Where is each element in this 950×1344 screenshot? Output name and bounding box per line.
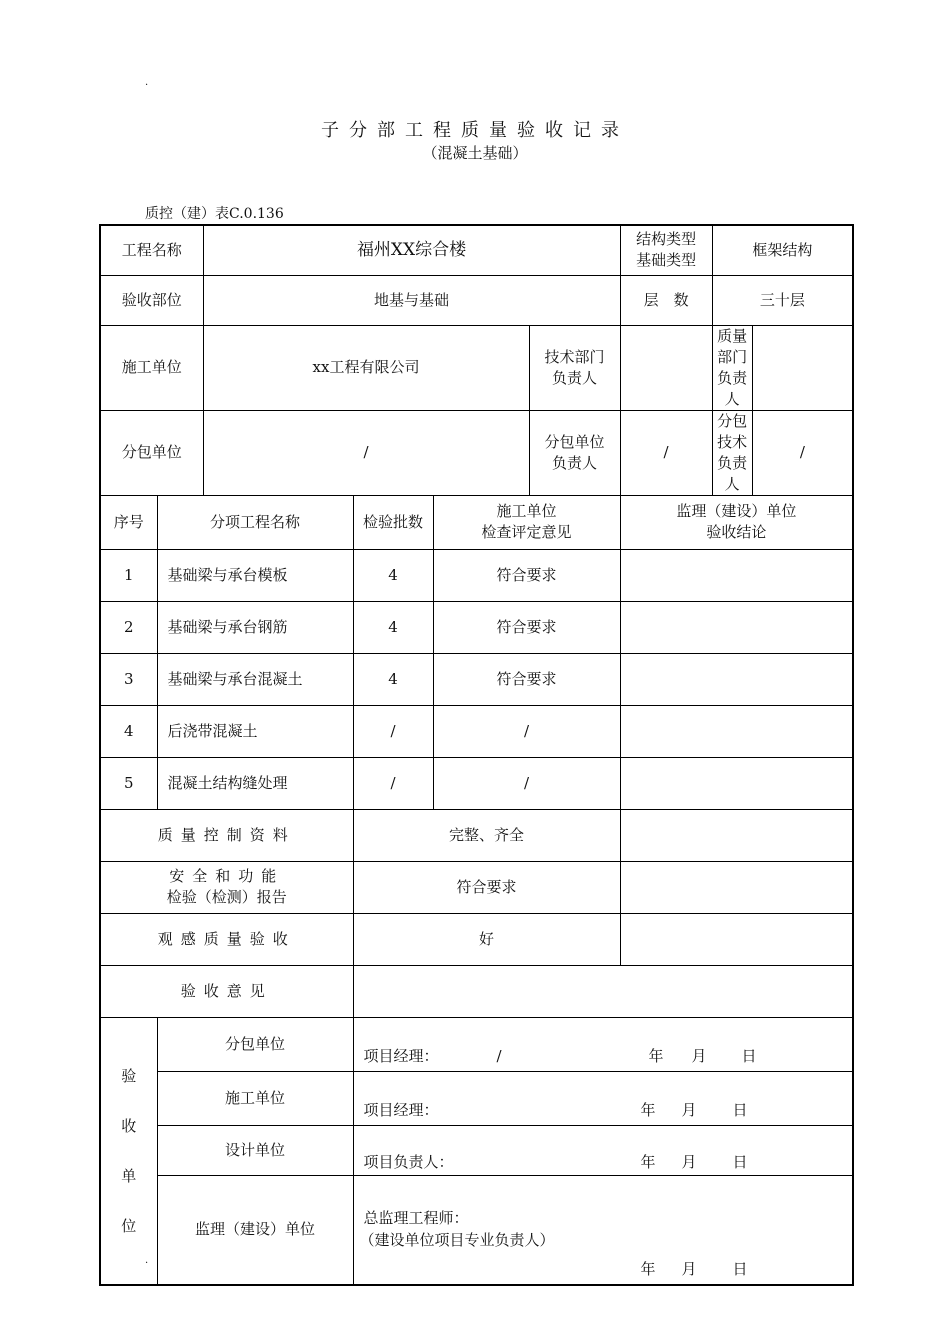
item-opinion: 符合要求 bbox=[433, 549, 620, 601]
item-conclusion bbox=[620, 601, 853, 653]
item-opinion: / bbox=[433, 705, 620, 757]
info-row-sub bbox=[100, 410, 853, 495]
sub: / bbox=[203, 410, 529, 495]
table-row bbox=[100, 549, 853, 601]
safety-label-1: 安全和功能 bbox=[169, 867, 285, 885]
header-conclusion-2: 验收结论 bbox=[706, 523, 767, 541]
item-conclusion bbox=[620, 653, 853, 705]
item-name: 基础梁与承台模板 bbox=[157, 549, 353, 601]
header-conclusion-1: 监理（建设）单位 bbox=[676, 502, 797, 520]
quality-docs: 完整、齐全 bbox=[353, 809, 620, 861]
opinion-label: 验收意见 bbox=[100, 965, 353, 1017]
sign-row-contractor bbox=[100, 1071, 853, 1125]
corner-dot: . bbox=[145, 77, 149, 88]
floors: 三十层 bbox=[712, 275, 853, 325]
item-name: 基础梁与承台钢筋 bbox=[157, 601, 353, 653]
item-conclusion bbox=[620, 705, 853, 757]
floors-label: 层 数 bbox=[620, 275, 712, 325]
sign-year: 年 bbox=[640, 1259, 656, 1278]
sign-month: 月 bbox=[681, 1100, 697, 1119]
sign-cell bbox=[353, 1175, 853, 1285]
item-conclusion bbox=[620, 757, 853, 809]
page-subtitle: （混凝土基础） bbox=[422, 144, 528, 162]
sub-label: 分包单位 bbox=[100, 410, 203, 495]
side-char: 收 bbox=[121, 1116, 137, 1135]
sub-head: / bbox=[620, 410, 712, 495]
part: 地基与基础 bbox=[203, 275, 620, 325]
quality-head-label-2: 负责人 bbox=[717, 368, 748, 408]
sign-unit: 分包单位 bbox=[157, 1017, 353, 1071]
sign-role: 项目负责人： bbox=[363, 1152, 454, 1171]
table-row bbox=[100, 601, 853, 653]
sign-day: 日 bbox=[732, 1100, 748, 1119]
structure-type-label-2: 基础类型 bbox=[636, 251, 697, 270]
contractor-label: 施工单位 bbox=[100, 325, 203, 410]
summary-row-safety bbox=[100, 861, 853, 913]
items-header-row bbox=[100, 495, 853, 549]
sign-day: 日 bbox=[741, 1046, 757, 1065]
quality-head-label bbox=[712, 325, 752, 410]
quality-head-label-1: 质量部门 bbox=[717, 326, 748, 366]
header-name: 分项工程名称 bbox=[157, 495, 353, 549]
sign-row-supervisor bbox=[100, 1175, 853, 1285]
item-batches: / bbox=[353, 705, 433, 757]
sign-row-design bbox=[100, 1125, 853, 1175]
header-no: 序号 bbox=[100, 495, 157, 549]
part-label: 验收部位 bbox=[100, 275, 203, 325]
side-char: 单 bbox=[121, 1166, 137, 1185]
item-batches: 4 bbox=[353, 653, 433, 705]
sign-role: 总监理工程师： bbox=[363, 1208, 469, 1227]
acceptance-table bbox=[99, 224, 854, 1286]
header-opinion-1: 施工单位 bbox=[496, 502, 557, 520]
appearance: 好 bbox=[353, 913, 620, 965]
sign-role-alt: （建设单位项目专业负责人） bbox=[359, 1230, 555, 1249]
corner-dot: . bbox=[145, 1255, 149, 1266]
sub-tech: / bbox=[752, 410, 853, 495]
sub-tech-label-1: 分包技术 bbox=[717, 411, 748, 451]
sign-day: 日 bbox=[732, 1152, 748, 1171]
quality-head bbox=[752, 325, 853, 410]
side-char: 验 bbox=[121, 1066, 137, 1085]
sign-row-sub bbox=[100, 1017, 853, 1071]
page-title: 子分部工程质量验收记录 bbox=[321, 120, 629, 141]
structure-type: 框架结构 bbox=[712, 225, 853, 275]
appearance-label: 观感质量验收 bbox=[100, 913, 353, 965]
item-opinion: 符合要求 bbox=[433, 601, 620, 653]
safety: 符合要求 bbox=[353, 861, 620, 913]
header-opinion-2: 检查评定意见 bbox=[481, 523, 572, 541]
sign-cell bbox=[353, 1071, 853, 1125]
header-opinion bbox=[433, 495, 620, 549]
table-row bbox=[100, 757, 853, 809]
item-batches: / bbox=[353, 757, 433, 809]
project-name-label: 工程名称 bbox=[100, 225, 203, 275]
item-no: 4 bbox=[100, 705, 157, 757]
tech-head-label-2: 负责人 bbox=[552, 368, 598, 387]
sign-year: 年 bbox=[648, 1046, 664, 1065]
sign-unit: 设计单位 bbox=[157, 1125, 353, 1175]
table-row bbox=[100, 653, 853, 705]
summary-row-quality-docs bbox=[100, 809, 853, 861]
project-name: 福州XX综合楼 bbox=[203, 225, 620, 275]
sub-tech-label bbox=[712, 410, 752, 495]
sign-cell bbox=[353, 1017, 853, 1071]
sign-cell bbox=[353, 1125, 853, 1175]
header-conclusion bbox=[620, 495, 853, 549]
item-name: 基础梁与承台混凝土 bbox=[157, 653, 353, 705]
structure-type-label bbox=[620, 225, 712, 275]
structure-type-label-1: 结构类型 bbox=[636, 230, 697, 249]
tech-head-label bbox=[529, 325, 620, 410]
sign-year: 年 bbox=[640, 1100, 656, 1119]
tech-head-label-1: 技术部门 bbox=[544, 347, 605, 366]
sign-role: 项目经理： bbox=[363, 1046, 439, 1065]
item-batches: 4 bbox=[353, 601, 433, 653]
item-no: 5 bbox=[100, 757, 157, 809]
sub-head-label bbox=[529, 410, 620, 495]
sign-year: 年 bbox=[640, 1152, 656, 1171]
tech-head bbox=[620, 325, 712, 410]
acceptance-side-label bbox=[100, 1017, 157, 1285]
item-no: 2 bbox=[100, 601, 157, 653]
quality-docs-conclusion bbox=[620, 809, 853, 861]
safety-conclusion bbox=[620, 861, 853, 913]
sign-role: 项目经理： bbox=[363, 1100, 439, 1119]
item-opinion: 符合要求 bbox=[433, 653, 620, 705]
sign-unit: 监理（建设）单位 bbox=[157, 1175, 353, 1285]
item-name: 混凝土结构缝处理 bbox=[157, 757, 353, 809]
info-row-project bbox=[100, 225, 853, 275]
info-row-contractor bbox=[100, 325, 853, 410]
contractor: xx工程有限公司 bbox=[203, 325, 529, 410]
safety-label bbox=[100, 861, 353, 913]
safety-label-2: 检验（检测）报告 bbox=[166, 888, 287, 906]
info-row-part bbox=[100, 275, 853, 325]
sign-day: 日 bbox=[732, 1259, 748, 1278]
sign-unit: 施工单位 bbox=[157, 1071, 353, 1125]
appearance-conclusion bbox=[620, 913, 853, 965]
item-conclusion bbox=[620, 549, 853, 601]
sub-head-label-2: 负责人 bbox=[552, 453, 598, 472]
form-number: 质控（建）表C.0.136 bbox=[145, 206, 284, 222]
summary-row-appearance bbox=[100, 913, 853, 965]
item-no: 1 bbox=[100, 549, 157, 601]
table-row bbox=[100, 705, 853, 757]
item-name: 后浇带混凝土 bbox=[157, 705, 353, 757]
quality-docs-label: 质量控制资料 bbox=[100, 809, 353, 861]
item-opinion: / bbox=[433, 757, 620, 809]
sub-head-label-1: 分包单位 bbox=[544, 432, 605, 451]
item-no: 3 bbox=[100, 653, 157, 705]
sign-month: 月 bbox=[681, 1259, 697, 1278]
opinion bbox=[353, 965, 853, 1017]
item-batches: 4 bbox=[353, 549, 433, 601]
header-batches: 检验批数 bbox=[353, 495, 433, 549]
summary-row-opinion bbox=[100, 965, 853, 1017]
side-char: 位 bbox=[121, 1216, 137, 1235]
sub-tech-label-2: 负责人 bbox=[717, 453, 748, 493]
sign-month: 月 bbox=[681, 1152, 697, 1171]
sign-month: 月 bbox=[691, 1046, 707, 1065]
sign-value: / bbox=[496, 1046, 502, 1065]
